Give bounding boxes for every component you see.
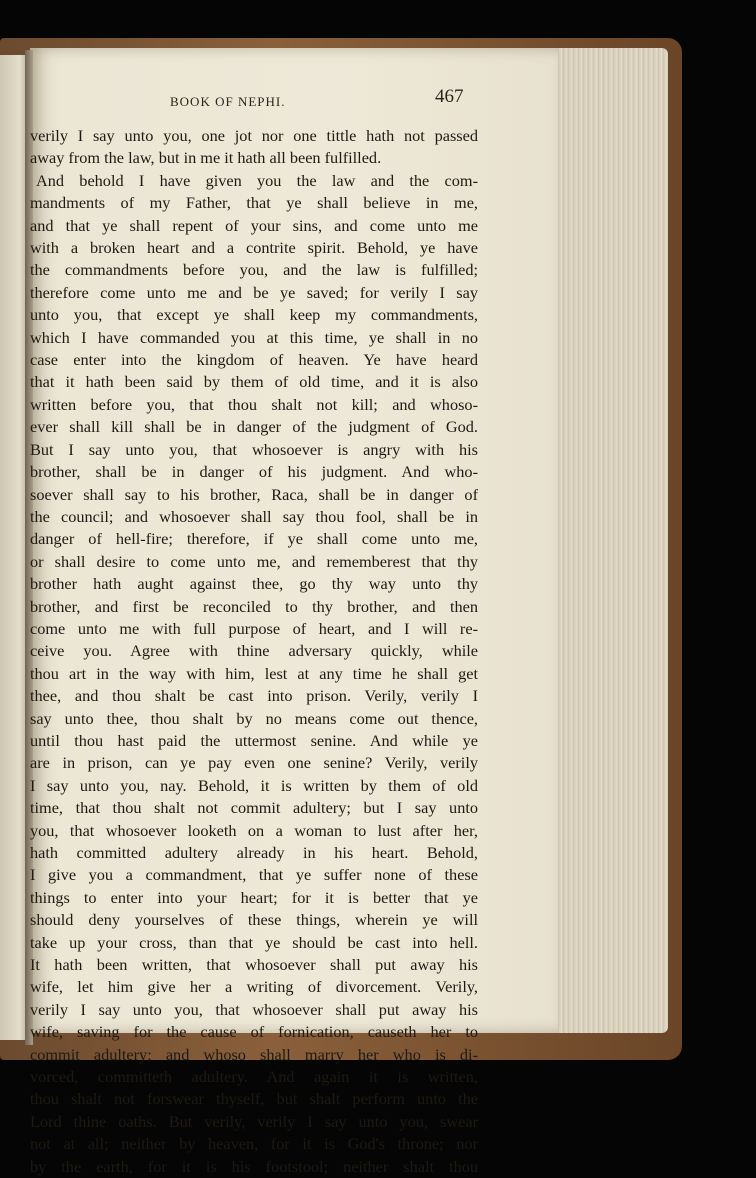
text-line: mandments of my Father, that ye shall believe in me, bbox=[30, 193, 478, 213]
text-line: ever shall kill shall be in danger of the judgment of God. bbox=[30, 417, 478, 437]
text-line: But I say unto you, that whosoever is angry with his bbox=[30, 439, 478, 459]
text-line: thee, and thou shalt be cast into prison. Verily, verily I bbox=[30, 686, 478, 706]
text-line: thou art in the way with him, lest at any time he shall get bbox=[30, 663, 478, 683]
text-line: time, that thou shalt not commit adultery; but I say unto bbox=[30, 798, 478, 818]
text-line: brother, shall be in danger of his judgment. And who- bbox=[30, 462, 478, 482]
text-line: which I have commanded you at this time, ye shall in no bbox=[30, 327, 478, 347]
text-line: verily I say unto you, that whosoever shall put away his bbox=[30, 999, 478, 1019]
text-line: soever shall say to his brother, Raca, shall be in danger of bbox=[30, 484, 478, 504]
text-line: the commandments before you, and the law is fulfilled; bbox=[30, 260, 478, 280]
text-line: commit adultery; and whoso shall marry her who is di- bbox=[30, 1044, 478, 1064]
text-line: Lord thine oaths. But verily, verily I say unto you, swear bbox=[30, 1111, 478, 1131]
text-line: therefore come unto me and be ye saved; for verily I say bbox=[30, 282, 478, 302]
text-line: And behold I have given you the law and the com- bbox=[36, 170, 478, 190]
text-line: written before you, that thou shalt not kill; and whoso- bbox=[30, 394, 478, 414]
text-line: wife, let him give her a writing of divorcement. Verily, bbox=[30, 977, 478, 997]
previous-page-edge bbox=[0, 55, 28, 1040]
text-line: I say unto you, nay. Behold, it is written by them of old bbox=[30, 775, 478, 795]
running-head bbox=[30, 86, 470, 112]
text-line: brother, and first be reconciled to thy brother, and then bbox=[30, 596, 478, 616]
text-line: take up your cross, than that ye should be cast into hell. bbox=[30, 932, 478, 952]
text-line: vorced, committeth adultery. And again it is written, bbox=[30, 1067, 478, 1087]
text-line: danger of hell-fire; therefore, if ye shall come unto me, bbox=[30, 529, 478, 549]
text-line: with a broken heart and a contrite spirit. Behold, ye have bbox=[30, 238, 478, 258]
text-line: should deny yourselves of these things, wherein ye will bbox=[30, 910, 478, 930]
text-line: the council; and whosoever shall say thou fool, shall be in bbox=[30, 506, 478, 526]
text-line: not at all; neither by heaven, for it is God's throne; nor bbox=[30, 1134, 478, 1154]
text-line: come unto me with full purpose of heart, and I will re- bbox=[30, 618, 478, 638]
text-line: verily I say unto you, one jot nor one tittle hath not passed bbox=[30, 126, 478, 145]
page-number: 467 bbox=[435, 86, 464, 107]
text-line: ceive you. Agree with thine adversary quickly, while bbox=[30, 641, 478, 661]
page-edge-stack bbox=[540, 48, 668, 1033]
text-line: thou shalt not forswear thyself, but shalt perform unto the bbox=[30, 1089, 478, 1109]
page-body-text bbox=[30, 125, 478, 1178]
text-line: that it hath been said by them of old time, and it is also bbox=[30, 372, 478, 392]
text-line: wife, saving for the cause of fornication, causeth her to bbox=[30, 1022, 478, 1042]
text-line: or shall desire to come unto me, and rememberest that thy bbox=[30, 551, 478, 571]
text-line: by the earth, for it is his footstool; neither shalt thou bbox=[30, 1156, 478, 1176]
text-line: and that ye shall repent of your sins, and come unto me bbox=[30, 215, 478, 235]
text-line: say unto thee, thou shalt by no means come out thence, bbox=[30, 708, 478, 728]
text-line: you, that whosoever looketh on a woman to lust after her, bbox=[30, 820, 478, 840]
text-line: It hath been written, that whosoever shall put away his bbox=[30, 955, 478, 975]
text-line: until thou hast paid the uttermost senine. And while ye bbox=[30, 730, 478, 750]
text-line: things to enter into your heart; for it is better that ye bbox=[30, 887, 478, 907]
running-head-title: BOOK OF NEPHI. bbox=[170, 94, 286, 109]
text-line: unto you, that except ye shall keep my commandments, bbox=[30, 305, 478, 325]
text-line: case enter into the kingdom of heaven. Ye have heard bbox=[30, 350, 478, 370]
text-line: brother hath aught against thee, go thy way unto thy bbox=[30, 574, 478, 594]
text-line: hath committed adultery already in his heart. Behold, bbox=[30, 843, 478, 862]
text-line: I give you a commandment, that ye suffer none of these bbox=[30, 865, 478, 885]
text-line: are in prison, can ye pay even one senine? Verily, verily bbox=[30, 753, 478, 773]
text-line: away from the law, but in me it hath all been fulfilled. bbox=[30, 148, 382, 168]
